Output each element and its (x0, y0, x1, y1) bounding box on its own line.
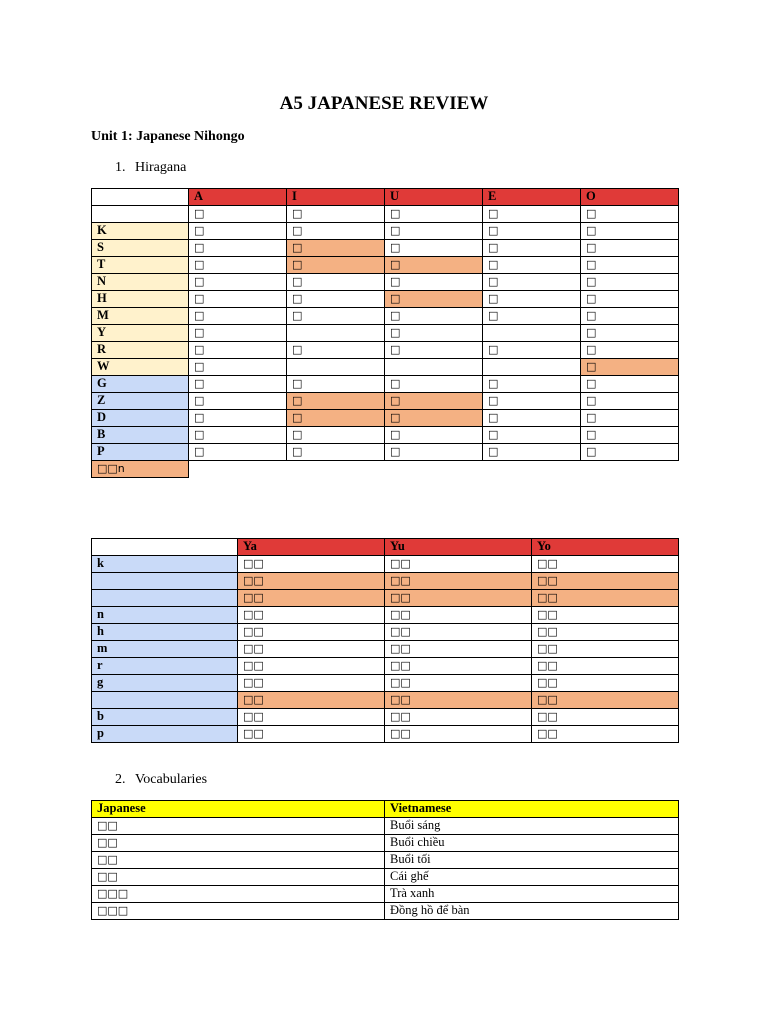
empty-cell (189, 461, 287, 478)
kana-cell: □ (581, 291, 679, 308)
kana-cell: □ (385, 376, 483, 393)
hiragana-row (92, 325, 679, 342)
kana-cell: □□ (385, 573, 532, 590)
kana-cell: □ (581, 342, 679, 359)
kana-cell: □ (581, 359, 679, 376)
japanese-cell: □□ (92, 835, 385, 852)
kana-cell (483, 325, 581, 342)
kana-cell: □ (189, 444, 287, 461)
corner-cell (92, 539, 238, 556)
youon-row (92, 675, 679, 692)
hiragana-row (92, 393, 679, 410)
vietnamese-cell: Buổi sáng (385, 818, 679, 835)
row-label (92, 206, 189, 223)
youon-row (92, 641, 679, 658)
kana-cell: □□ (385, 675, 532, 692)
kana-cell: □ (189, 359, 287, 376)
kana-cell: □ (483, 206, 581, 223)
row-label: K (92, 223, 189, 240)
corner-cell (92, 189, 189, 206)
kana-cell: □ (483, 308, 581, 325)
japanese-cell: □□□ (92, 886, 385, 903)
youon-row (92, 624, 679, 641)
hiragana-row (92, 257, 679, 274)
empty-cell (287, 461, 385, 478)
kana-cell: □□ (385, 607, 532, 624)
hiragana-row (92, 291, 679, 308)
kana-cell: □ (287, 257, 385, 274)
row-label: T (92, 257, 189, 274)
youon-row (92, 658, 679, 675)
vocab-row (92, 869, 679, 886)
kana-cell: □ (385, 308, 483, 325)
vocab-row (92, 852, 679, 869)
kana-cell: □ (385, 274, 483, 291)
row-label: b (92, 709, 238, 726)
kana-cell: □□ (385, 658, 532, 675)
section-number: 1. (115, 160, 126, 175)
vietnamese-cell: Cái ghế (385, 869, 679, 886)
kana-cell: □ (581, 257, 679, 274)
kana-cell: □ (189, 291, 287, 308)
youon-row (92, 607, 679, 624)
japanese-cell: □□ (92, 852, 385, 869)
kana-cell: □□ (238, 658, 385, 675)
kana-cell: □□ (238, 709, 385, 726)
row-label (92, 692, 238, 709)
kana-cell: □ (189, 393, 287, 410)
empty-cell (581, 461, 679, 478)
youon-row (92, 709, 679, 726)
kana-cell: □ (483, 342, 581, 359)
kana-cell: □ (483, 376, 581, 393)
kana-cell: □□ (385, 726, 532, 743)
kana-cell: □ (385, 427, 483, 444)
hiragana-row (92, 223, 679, 240)
kana-cell: □ (581, 376, 679, 393)
empty-cell (483, 461, 581, 478)
page-title: A5 JAPANESE REVIEW (279, 93, 489, 114)
kana-cell: □ (287, 223, 385, 240)
kana-cell: □ (581, 410, 679, 427)
kana-cell: □ (287, 240, 385, 257)
kana-cell: □ (385, 444, 483, 461)
hiragana-row (92, 274, 679, 291)
kana-cell: □□ (238, 607, 385, 624)
kana-cell: □ (189, 257, 287, 274)
hiragana-row (92, 308, 679, 325)
kana-cell: □ (287, 410, 385, 427)
column-header: Ya (238, 539, 385, 556)
hiragana-row (92, 427, 679, 444)
kana-cell: □□ (238, 556, 385, 573)
hiragana-n-row (92, 461, 679, 478)
vocab-row (92, 818, 679, 835)
japanese-cell: □□ (92, 869, 385, 886)
kana-cell: □ (581, 206, 679, 223)
kana-cell: □□ (385, 590, 532, 607)
row-label: Z (92, 393, 189, 410)
row-label: P (92, 444, 189, 461)
row-label: G (92, 376, 189, 393)
kana-cell (385, 359, 483, 376)
kana-cell: □ (581, 393, 679, 410)
kana-cell: □□ (238, 726, 385, 743)
kana-cell: □□ (532, 658, 679, 675)
vocabulary-table (91, 800, 679, 920)
kana-cell: □ (581, 308, 679, 325)
kana-cell: □ (189, 410, 287, 427)
vocab-row (92, 886, 679, 903)
vietnamese-cell: Trà xanh (385, 886, 679, 903)
row-label: h (92, 624, 238, 641)
section-label: Hiragana (135, 160, 187, 175)
youon-row (92, 573, 679, 590)
row-label (92, 573, 238, 590)
kana-cell: □ (581, 223, 679, 240)
japanese-cell: □□ (92, 818, 385, 835)
kana-cell: □□ (532, 624, 679, 641)
kana-cell: □□ (532, 556, 679, 573)
vietnamese-cell: Đồng hồ để bàn (385, 903, 679, 920)
kana-cell: □□ (532, 641, 679, 658)
kana-cell: □□ (532, 692, 679, 709)
kana-cell: □ (385, 325, 483, 342)
hiragana-table (91, 188, 679, 478)
kana-cell: □ (189, 240, 287, 257)
kana-cell: □□ (385, 556, 532, 573)
japanese-cell: □□□ (92, 903, 385, 920)
kana-cell: □ (581, 274, 679, 291)
kana-cell: □ (189, 308, 287, 325)
column-header: U (385, 189, 483, 206)
kana-cell: □ (385, 257, 483, 274)
youon-row (92, 692, 679, 709)
kana-cell: □□ (238, 675, 385, 692)
kana-cell: □□ (532, 709, 679, 726)
kana-cell: □ (581, 240, 679, 257)
kana-cell: □ (287, 274, 385, 291)
row-label: r (92, 658, 238, 675)
kana-cell: □□ (532, 607, 679, 624)
column-header: Yu (385, 539, 532, 556)
kana-cell: □ (189, 376, 287, 393)
kana-cell: □ (385, 223, 483, 240)
row-label: S (92, 240, 189, 257)
kana-cell: □□ (385, 641, 532, 658)
row-label: H (92, 291, 189, 308)
kana-cell: □ (189, 206, 287, 223)
kana-cell: □□ (238, 590, 385, 607)
kana-cell: □□ (238, 641, 385, 658)
hiragana-row (92, 444, 679, 461)
kana-cell (287, 359, 385, 376)
hiragana-row (92, 342, 679, 359)
kana-cell: □ (189, 274, 287, 291)
unit-heading: Unit 1: Japanese Nihongo (91, 129, 245, 144)
hiragana-header-row (92, 189, 679, 206)
section-number: 2. (115, 772, 126, 787)
column-header: A (189, 189, 287, 206)
kana-cell: □ (385, 240, 483, 257)
kana-cell: □ (581, 444, 679, 461)
youon-table (91, 538, 679, 743)
kana-cell (483, 359, 581, 376)
row-label: N (92, 274, 189, 291)
section-hiragana (115, 160, 186, 176)
vietnamese-cell: Buổi chiều (385, 835, 679, 852)
row-label: B (92, 427, 189, 444)
column-header: Japanese (92, 801, 385, 818)
kana-cell: □ (287, 206, 385, 223)
hiragana-row (92, 240, 679, 257)
row-label: k (92, 556, 238, 573)
vietnamese-cell: Buổi tối (385, 852, 679, 869)
kana-cell: □ (287, 393, 385, 410)
column-header: Yo (532, 539, 679, 556)
kana-cell: □ (385, 342, 483, 359)
youon-row (92, 590, 679, 607)
column-header: Vietnamese (385, 801, 679, 818)
kana-cell: □□ (385, 709, 532, 726)
kana-cell: □ (189, 325, 287, 342)
row-label: Y (92, 325, 189, 342)
kana-cell: □ (287, 427, 385, 444)
kana-cell: □□ (238, 692, 385, 709)
kana-cell: □ (483, 223, 581, 240)
row-label: n (92, 607, 238, 624)
kana-cell: □□ (385, 692, 532, 709)
n-cell: □□n (92, 461, 189, 478)
kana-cell: □ (581, 325, 679, 342)
kana-cell: □ (287, 342, 385, 359)
kana-cell: □ (483, 410, 581, 427)
kana-cell (287, 325, 385, 342)
kana-cell: □□ (532, 726, 679, 743)
hiragana-row (92, 410, 679, 427)
row-label: W (92, 359, 189, 376)
row-label: R (92, 342, 189, 359)
kana-cell: □ (189, 223, 287, 240)
section-label: Vocabularies (135, 772, 208, 787)
kana-cell: □ (581, 427, 679, 444)
kana-cell: □ (385, 206, 483, 223)
row-label: m (92, 641, 238, 658)
hiragana-row (92, 206, 679, 223)
kana-cell: □ (483, 427, 581, 444)
row-label: D (92, 410, 189, 427)
kana-cell: □ (189, 342, 287, 359)
column-header: I (287, 189, 385, 206)
row-label: g (92, 675, 238, 692)
kana-cell: □ (385, 291, 483, 308)
column-header: E (483, 189, 581, 206)
kana-cell: □ (483, 291, 581, 308)
kana-cell: □ (385, 410, 483, 427)
hiragana-row (92, 359, 679, 376)
kana-cell: □□ (238, 573, 385, 590)
kana-cell: □□ (238, 624, 385, 641)
kana-cell: □ (483, 274, 581, 291)
row-label: M (92, 308, 189, 325)
column-header: O (581, 189, 679, 206)
kana-cell: □ (287, 291, 385, 308)
kana-cell: □□ (532, 590, 679, 607)
youon-row (92, 726, 679, 743)
vocab-row (92, 903, 679, 920)
kana-cell: □□ (385, 624, 532, 641)
kana-cell: □ (483, 393, 581, 410)
kana-cell: □ (385, 393, 483, 410)
kana-cell: □□ (532, 573, 679, 590)
youon-header-row (92, 539, 679, 556)
row-label (92, 590, 238, 607)
vocab-header-row (92, 801, 679, 818)
kana-cell: □ (483, 257, 581, 274)
kana-cell: □□ (532, 675, 679, 692)
hiragana-row (92, 376, 679, 393)
kana-cell: □ (189, 427, 287, 444)
kana-cell: □ (287, 308, 385, 325)
empty-cell (385, 461, 483, 478)
youon-row (92, 556, 679, 573)
vocab-row (92, 835, 679, 852)
kana-cell: □ (483, 240, 581, 257)
kana-cell: □ (287, 444, 385, 461)
kana-cell: □ (483, 444, 581, 461)
row-label: p (92, 726, 238, 743)
kana-cell: □ (287, 376, 385, 393)
section-vocabularies (115, 772, 207, 788)
